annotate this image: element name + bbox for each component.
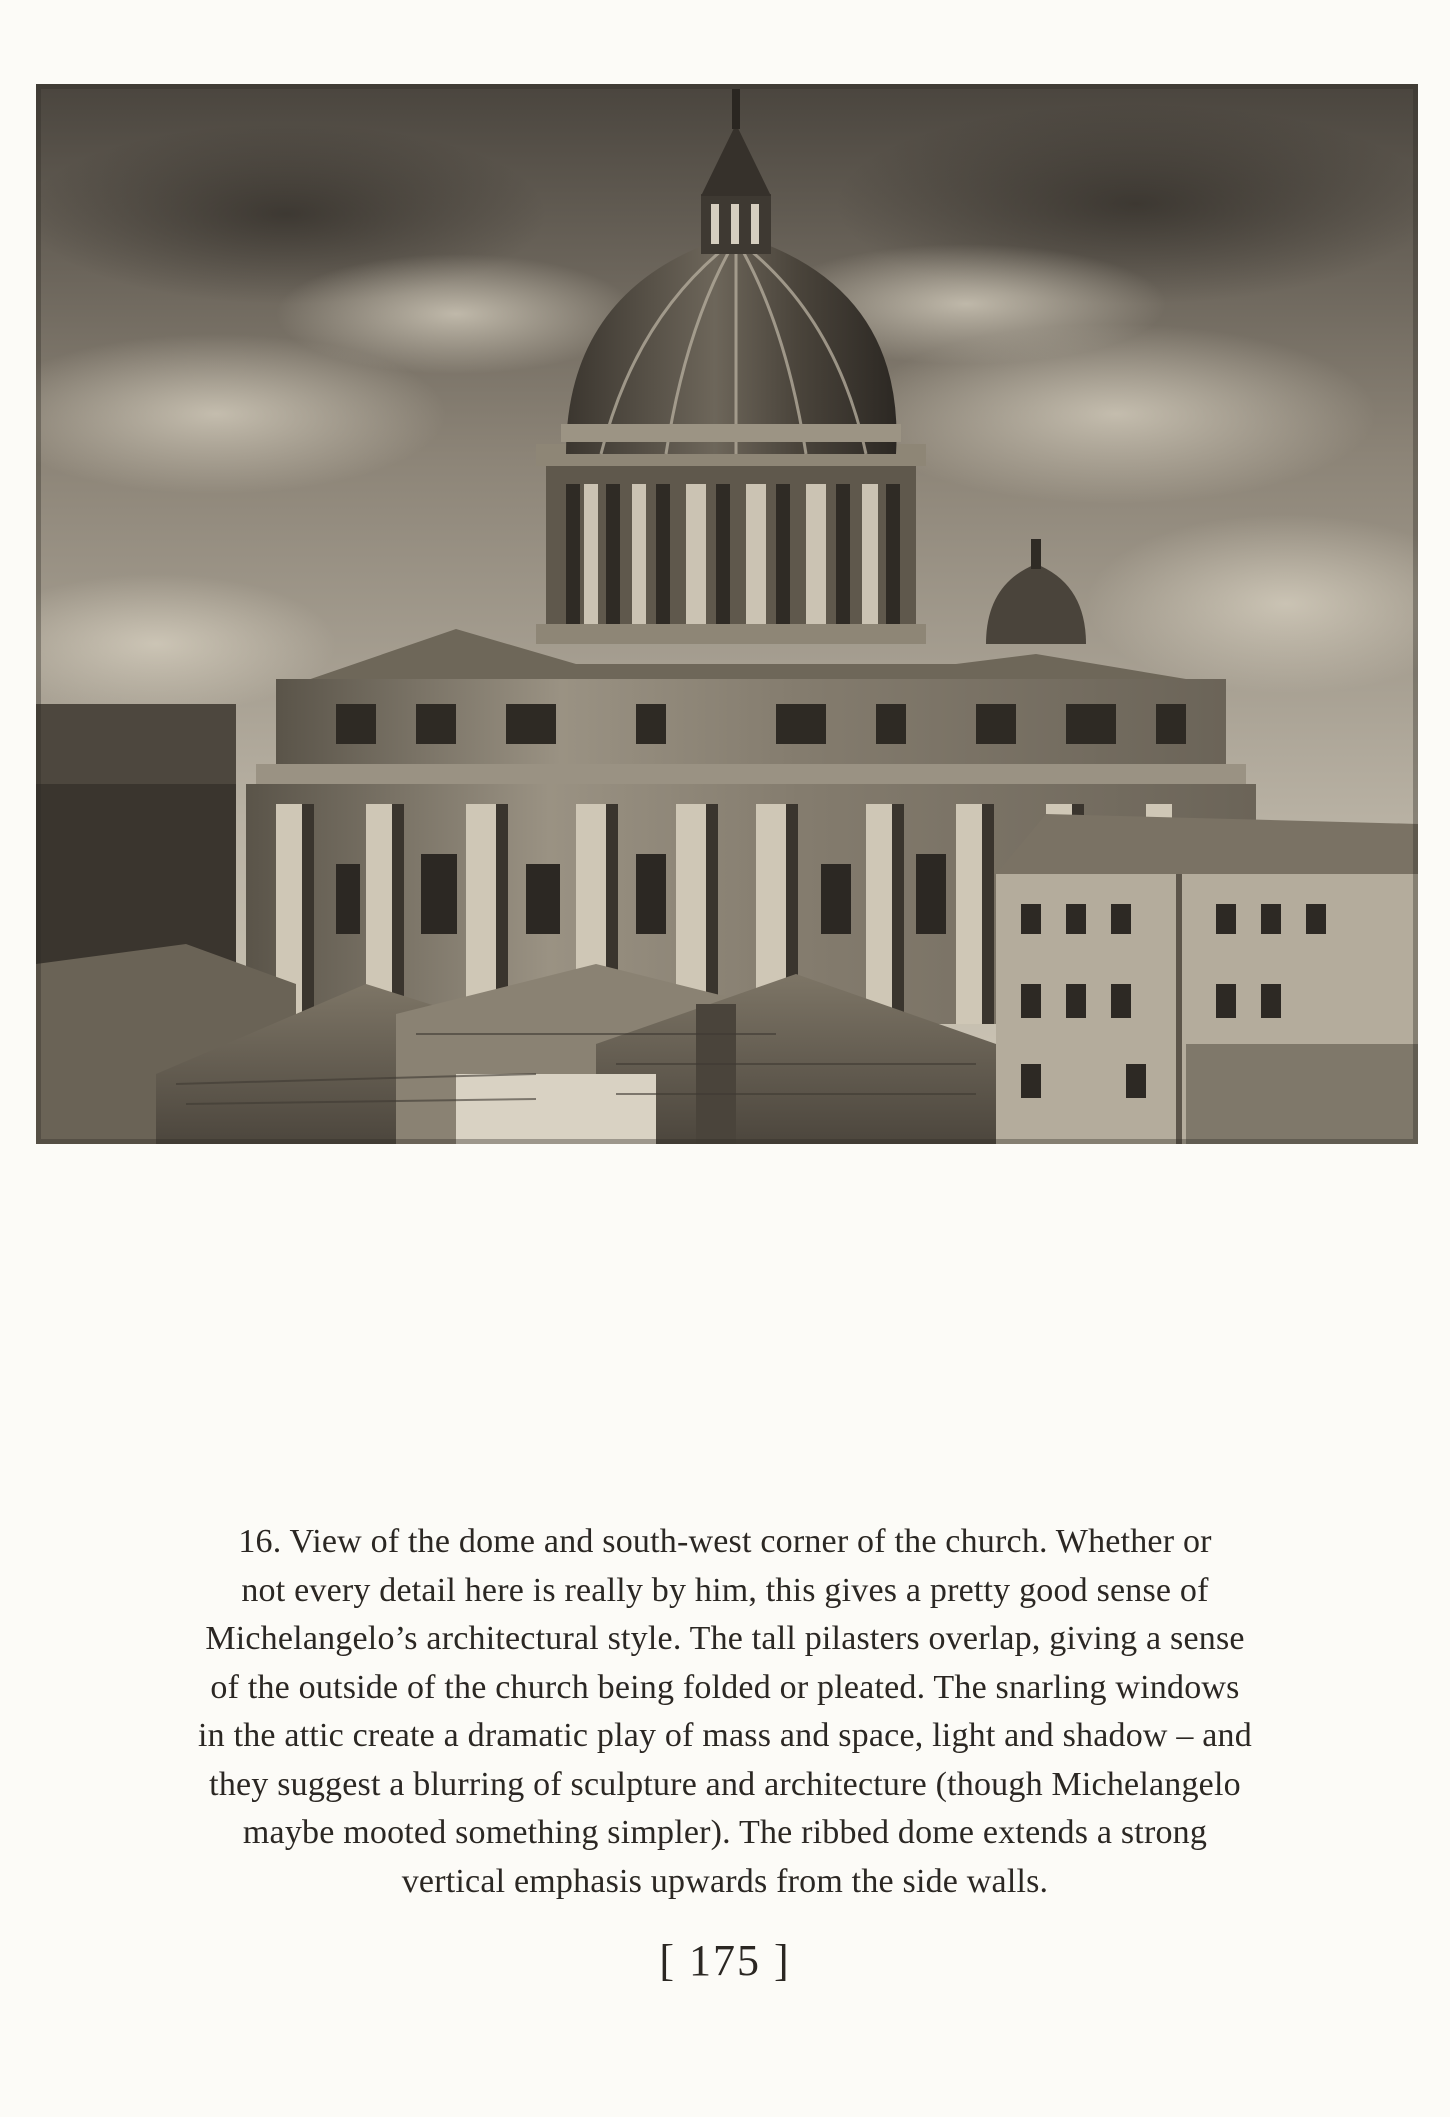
caption-line: vertical emphasis upwards from the side walls. xyxy=(401,1862,1049,1900)
caption-line: of the outside of the church being folded or pleated. The snarling windows xyxy=(210,1668,1240,1706)
caption-line: 16. View of the dome and south-west corner of the church. Whether or xyxy=(238,1523,1212,1560)
caption-line: in the attic create a dramatic play of mass and space, light and shadow – and xyxy=(198,1717,1252,1754)
page-number: [ 175 ] xyxy=(659,1936,791,1985)
caption-line: not every detail here is really by him, this gives a pretty good sense of xyxy=(241,1571,1209,1609)
caption-line: maybe mooted something simpler). The ribbed dome extends a strong xyxy=(242,1814,1208,1851)
figure-caption xyxy=(140,1518,1310,1906)
photograph-st-peters-dome xyxy=(36,84,1418,1144)
caption-line: they suggest a blurring of sculpture and architecture (though Michelangelo xyxy=(209,1765,1241,1803)
photograph-icon xyxy=(36,84,1418,1144)
caption-line: Michelangelo’s architectural style. The tall pilasters overlap, giving a sense xyxy=(205,1620,1245,1657)
